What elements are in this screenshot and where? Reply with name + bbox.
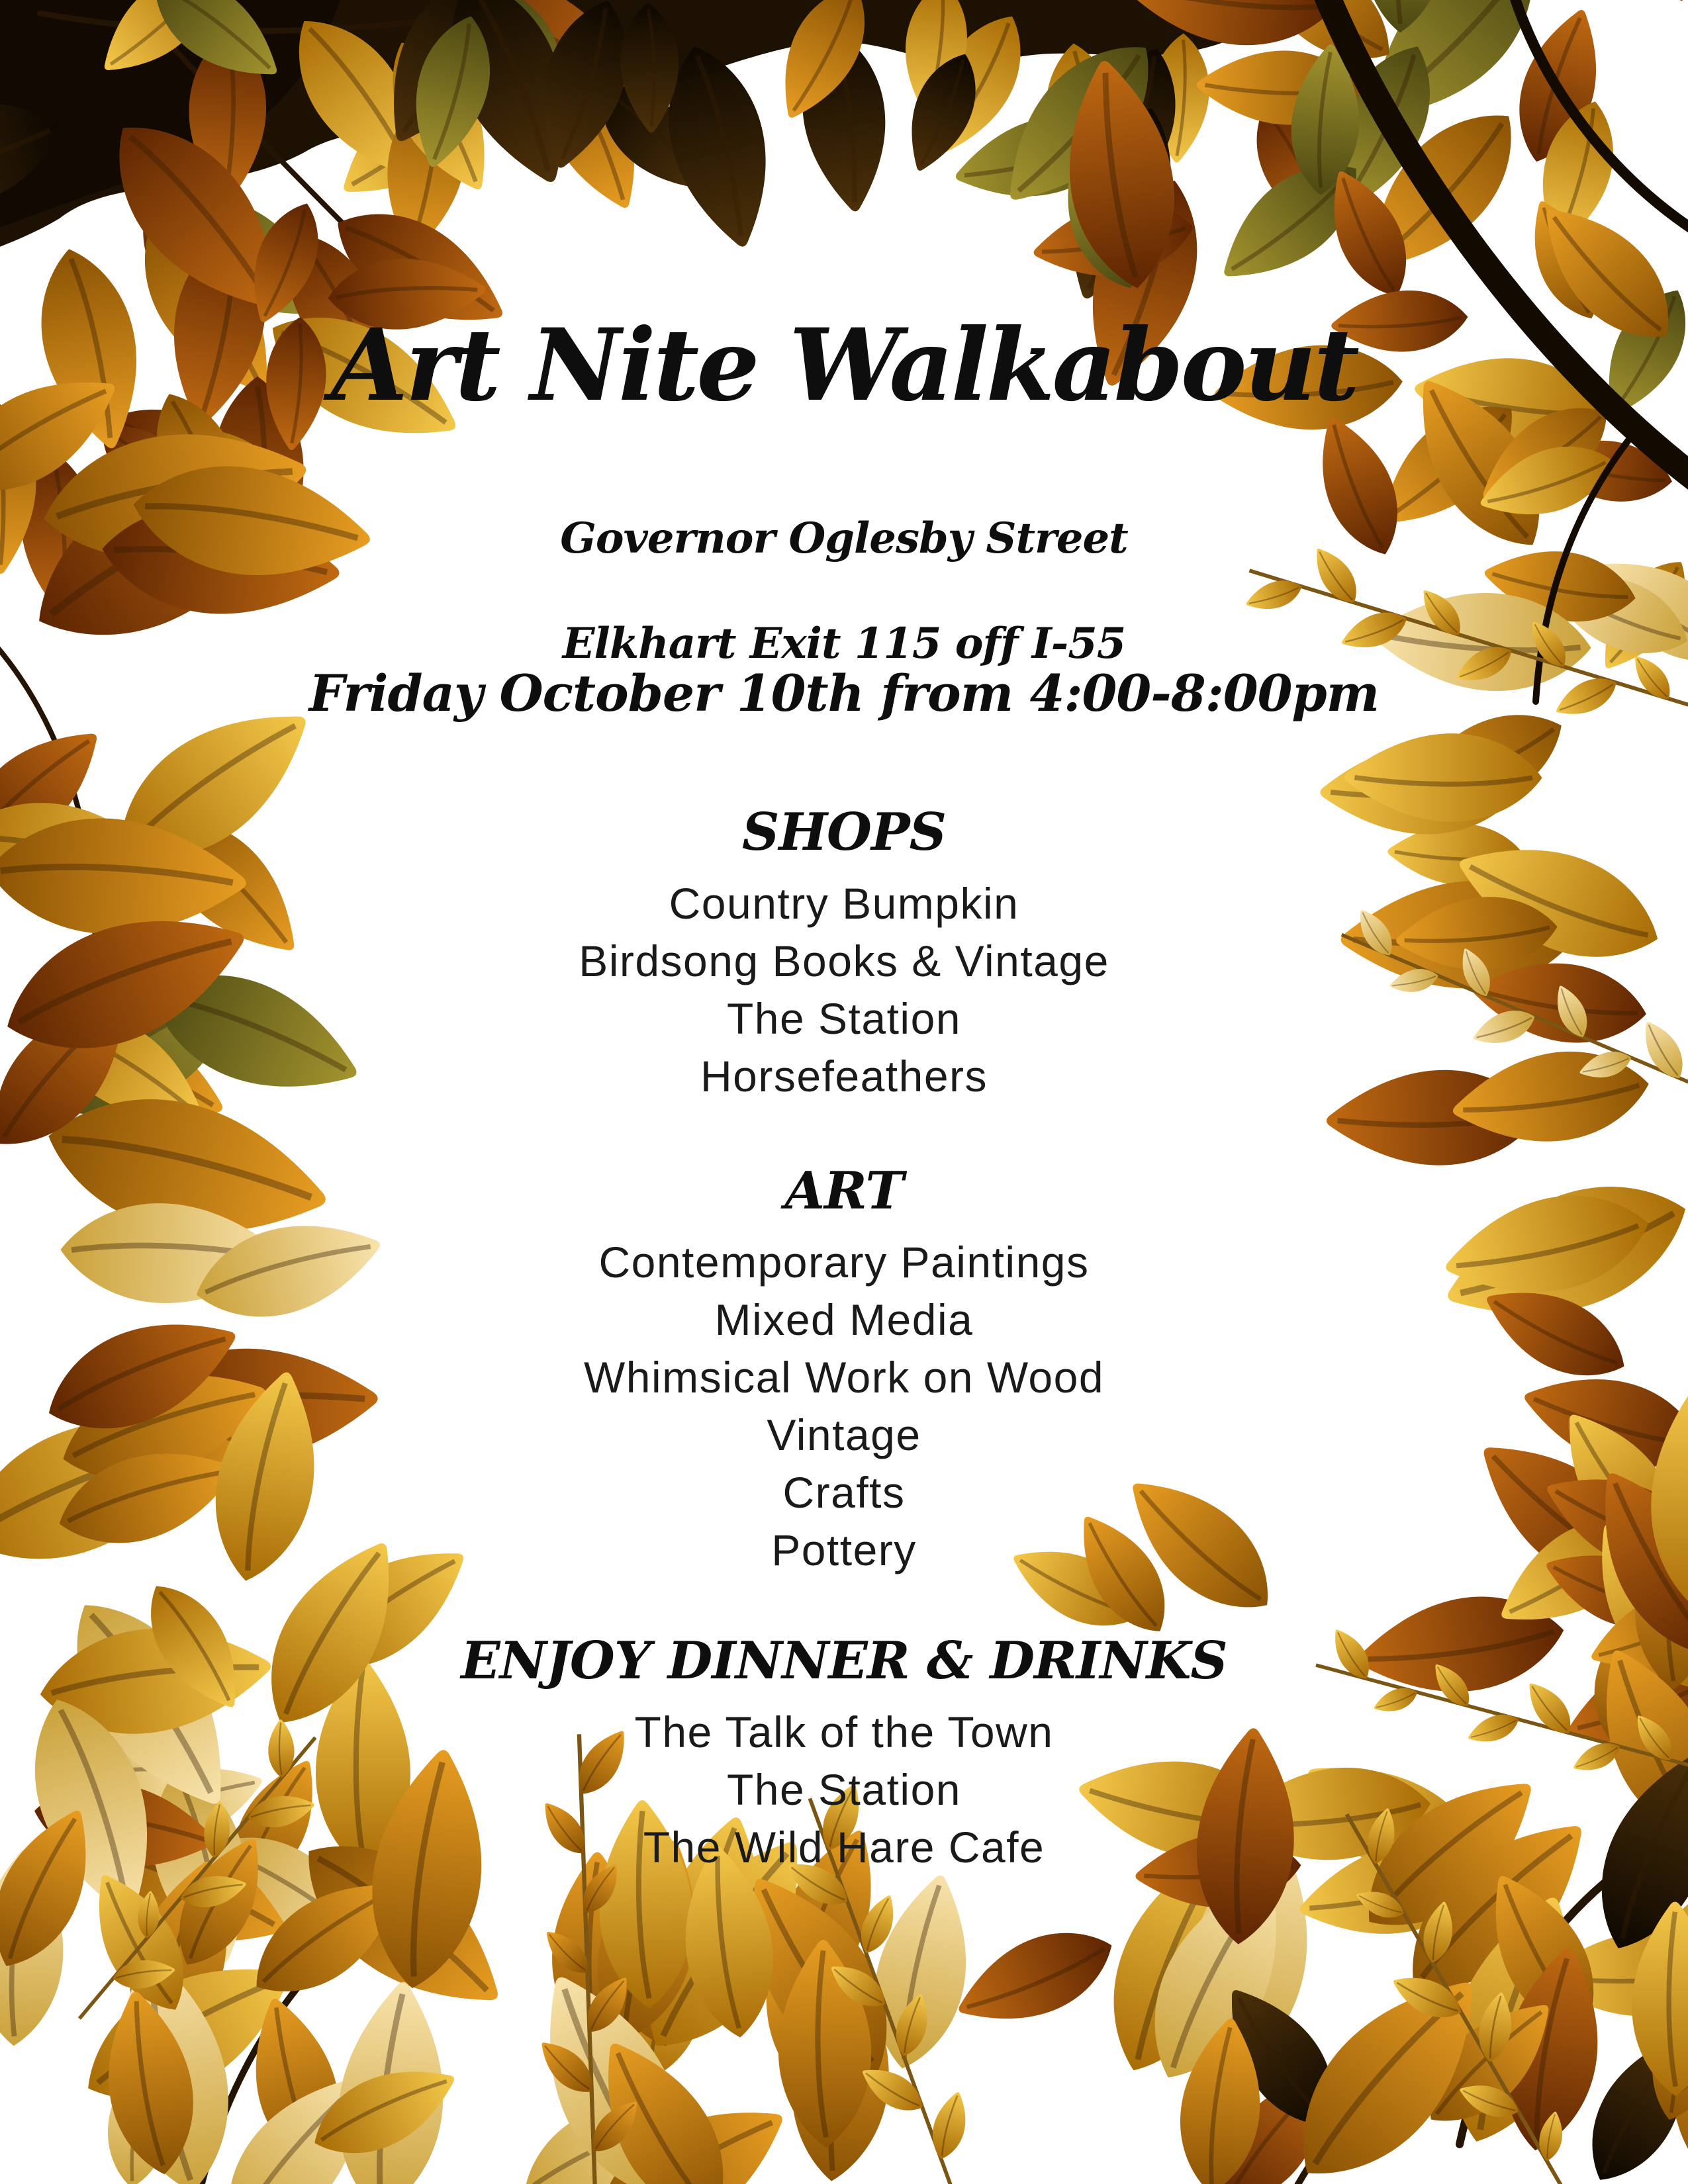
flyer-title: Art Nite Walkabout <box>331 307 1357 424</box>
art-item: Mixed Media <box>714 1295 974 1344</box>
shop-item: Horsefeathers <box>700 1052 988 1101</box>
address-line-1: Governor Oglesby Street <box>560 514 1128 563</box>
section-dinner-heading: ENJOY DINNER & DRINKS <box>461 1631 1227 1691</box>
art-item: Crafts <box>782 1468 906 1517</box>
dinner-item: The Talk of the Town <box>634 1707 1054 1756</box>
art-item: Whimsical Work on Wood <box>583 1353 1105 1402</box>
shop-item: Birdsong Books & Vintage <box>579 936 1109 985</box>
section-art <box>0 1161 1688 1579</box>
address-line-2: Elkhart Exit 115 off I-55 <box>562 619 1126 668</box>
address-block <box>0 465 1688 675</box>
shop-item: Country Bumpkin <box>669 879 1019 928</box>
section-art-heading: ART <box>784 1161 904 1221</box>
section-dinner-drinks <box>0 1631 1688 1876</box>
shop-item: The Station <box>726 994 962 1043</box>
dinner-item: The Wild Hare Cafe <box>643 1823 1045 1872</box>
art-item: Vintage <box>767 1410 921 1459</box>
dinner-item: The Station <box>726 1765 962 1814</box>
art-item: Pottery <box>771 1525 917 1574</box>
art-item: Contemporary Paintings <box>598 1238 1090 1287</box>
section-shops-heading: SHOPS <box>742 802 946 862</box>
event-datetime: Friday October 10th from 4:00-8:00pm <box>308 664 1380 723</box>
section-shops <box>0 802 1688 1105</box>
